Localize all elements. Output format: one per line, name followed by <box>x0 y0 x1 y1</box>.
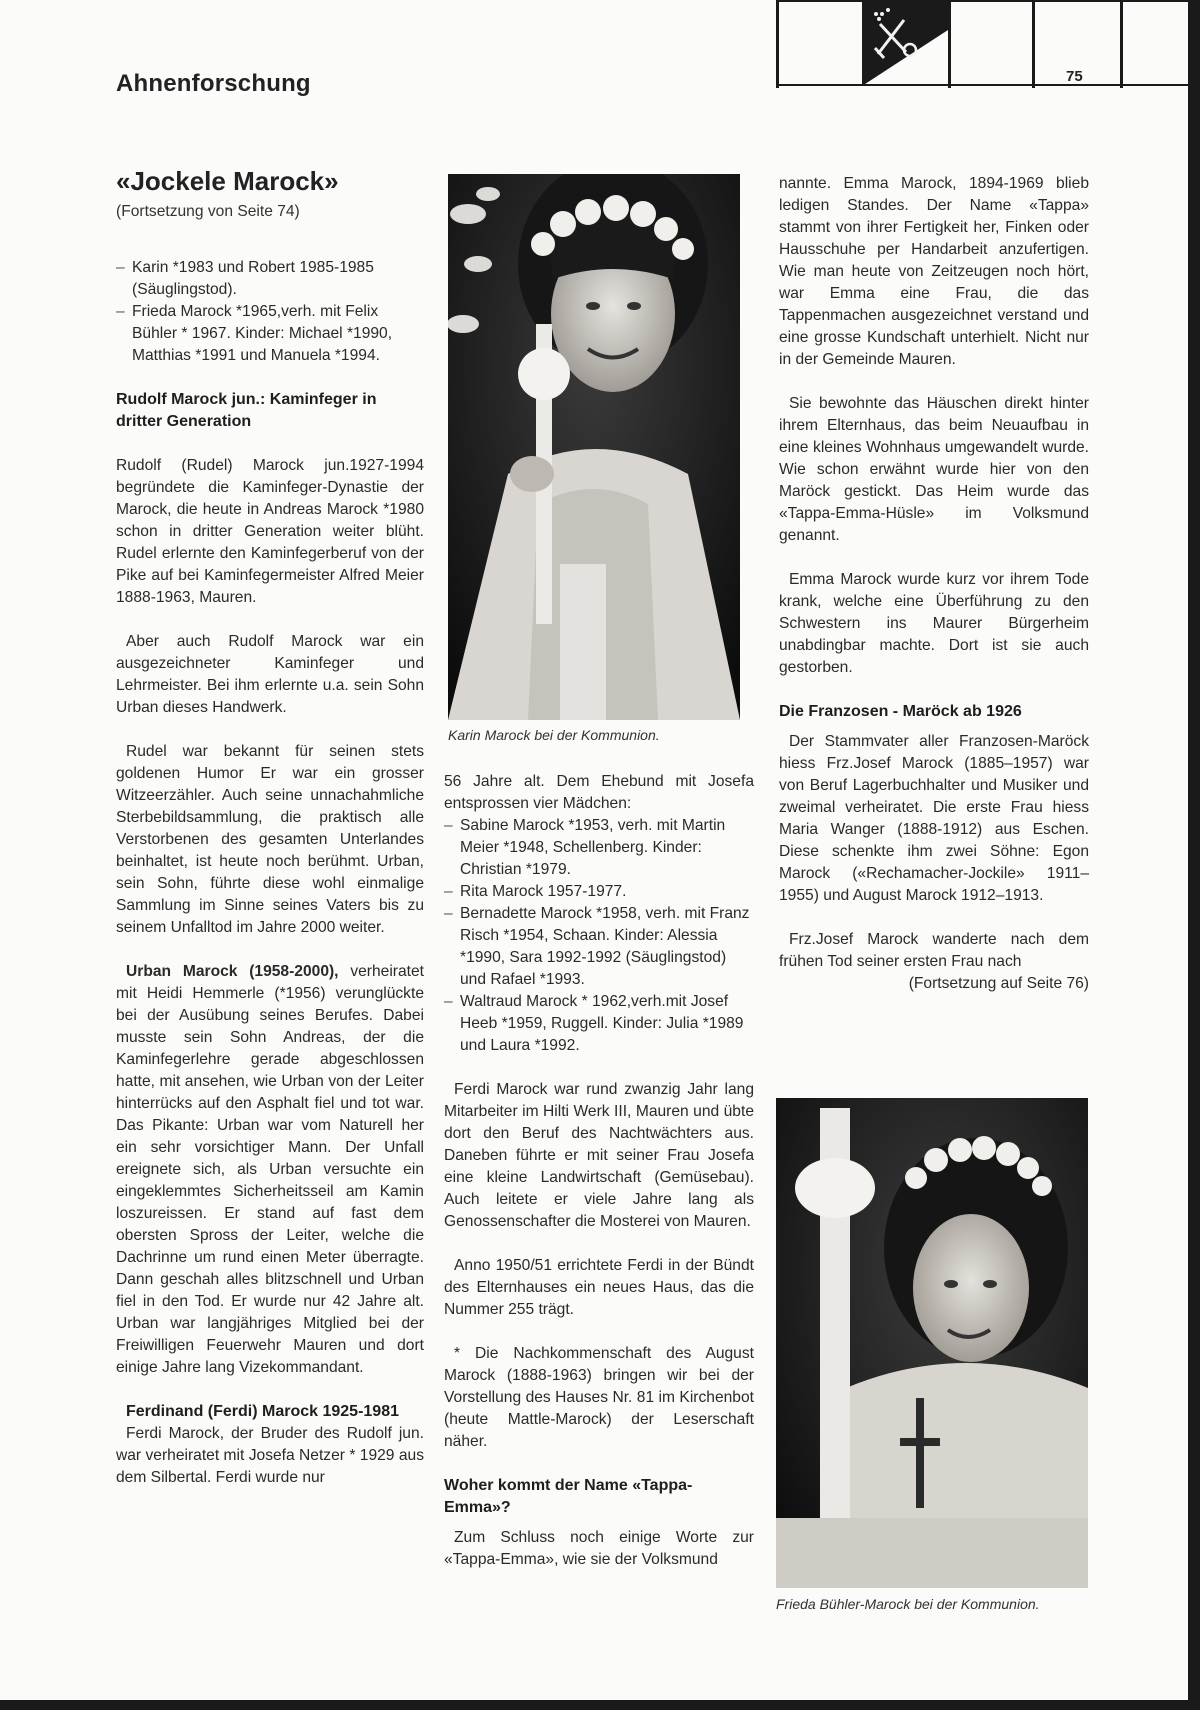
photo-caption-frieda: Frieda Bühler-Marock bei der Kommunion. <box>776 1596 1040 1612</box>
list-item <box>444 881 754 903</box>
photo-frieda-communion <box>776 1098 1088 1588</box>
column-1 <box>116 257 424 1489</box>
list-item <box>116 257 424 301</box>
paragraph: Aber auch Rudolf Marock war ein ausgezeichneter Kaminfeger und Lehrmeister. Bei ihm erlernte u.a. sein Sohn Urban dieses Handwerk. <box>116 633 424 716</box>
scan-edge-bottom <box>0 1700 1200 1710</box>
intro-list <box>116 257 424 367</box>
paragraph: Rudel war bekannt für seinen stets goldenen Humor Er war ein grosser Witzeerzähler. Auch seine unnachahmliche Sterbebildsammlung, die praktisch alle Verstorbenen des gesamten Unterlandes beinhaltet, ist heute noch berühmt. Urban, sein Sohn, führte diese wohl einmalige Sammlung im Sinne seines Vaters bis zu seinem Unfalltod im Jahre 2000 weiter. <box>116 743 424 936</box>
daughters-list <box>444 815 754 1057</box>
scan-edge-right <box>1188 0 1200 1710</box>
tab-divider <box>776 0 779 88</box>
heading-rudolf: Rudolf Marock jun.: Kaminfeger in dritter Generation <box>116 391 377 430</box>
heading-tappa: Woher kommt der Name «Tappa-Emma»? <box>444 1477 693 1516</box>
continuation-note: (Fortsetzung auf Seite 76) <box>908 975 1089 992</box>
column-3 <box>779 173 1089 995</box>
paragraph: Zum Schluss noch einige Worte zur «Tappa-Emma», wie sie der Volksmund <box>444 1529 754 1568</box>
paragraph: Emma Marock wurde kurz vor ihrem Tode krank, welche eine Überführung zu den Schwestern ins Maurer Bürgerheim unabdingbar machte. Dort ist sie auch gestorben. <box>779 571 1089 676</box>
paragraph: nannte. Emma Marock, 1894-1969 blieb ledigen Standes. Der Name «Tappa» stammt von ihrer Fertigkeit her, Finken oder Hausschuhe per Handarbeit anzufertigen. Wie man heute von Zeitzeugen noch hört, war Emma eine Frau, die das Tappenmachen ausgezeichnet verstand und eine grosse Kundschaft unterhielt. Nicht nur in der Gemeinde Mauren. <box>779 175 1089 368</box>
section-title: Ahnenforschung <box>116 70 311 97</box>
paragraph: Rudolf (Rudel) Marock jun.1927-1994 begründete die Kaminfeger-Dynastie der Marock, die heute in Andreas Marock *1980 schon in dritter Generation weiter blüht. Rudel erlernte den Kaminfegerberuf von der Pike auf bei Kaminfegermeister Alfred Meier 1888-1963, Mauren. <box>116 457 424 606</box>
paragraph: Der Stammvater aller Franzosen-Maröck hiess Frz.Josef Marock (1885–1957) war von Beruf Lagerbuchhalter und Musiker und zweimal verheiratet. Die erste Frau hiess Maria Wanger (1888-1912) aus Eschen. Diese schenkte ihm zwei Söhne: Egon Marock («Rechamacher-Jockile» 1911–1955) und August Marock 1912–1913. <box>779 733 1089 904</box>
article-subtitle: (Fortsetzung von Seite 74) <box>116 203 300 220</box>
paragraph: 56 Jahre alt. Dem Ehebund mit Josefa entsprossen vier Mädchen: <box>444 773 754 812</box>
photo-karin-communion <box>448 174 740 720</box>
page-number: 75 <box>1066 68 1083 85</box>
list-item-text: Waltraud Marock * 1962,verh.mit Josef Heeb *1959, Ruggell. Kinder: Julia *1989 und Laura *1992. <box>460 993 744 1054</box>
paragraph: Sie bewohnte das Häuschen direkt hinter ihrem Elternhaus, das beim Neuaufbau in eine kleines Wohnhaus umgewandelt wurde. Wie schon erwähnt wurde hier von den Maröck gestickt. Das Heim wurde das «Tappa-Emma-Hüsle» im Volksmund genannt. <box>779 395 1089 544</box>
crossed-tools-emblem-icon <box>862 2 948 86</box>
list-item-text: Frieda Marock *1965,verh. mit Felix Bühler * 1967. Kinder: Michael *1990, Matthias *1991 und Manuela *1994. <box>132 303 393 364</box>
heading-franzosen: Die Franzosen - Maröck ab 1926 <box>779 703 1022 720</box>
list-item-text: Bernadette Marock *1958, verh. mit Franz Risch *1954, Schaan. Kinder: Alessia *1990, Sara 1992-1992 (Säuglingstod) und Rafael *1993. <box>460 905 750 988</box>
tab-divider <box>1120 0 1123 88</box>
urban-name: Urban Marock (1958-2000), <box>126 963 339 980</box>
paragraph: Frz.Josef Marock wanderte nach dem frühen Tod seiner ersten Frau nach <box>779 931 1089 970</box>
urban-text: verheiratet mit Heidi Hemmerle (*1956) verunglückte bei der Ausübung seines Berufes. Dabei musste sein Sohn Andreas, der die Kaminfegerlehre gerade abgeschlossen hatte, mit ansehen, wie Urban von der Leiter hinterrücks auf den Asphalt fiel und tot war. Das Pikante: Urban war vom Naturell her ein sehr vorsichtiger Mann. Der Unfall ereignete sich, als Urban versuchte ein eingeklemmtes Sicherheitsseil am Kamin loszureissen. Er stand auf fast dem obersten Spross der Leiter, welche die Dachrinne um rund einen Meter überragte. Dann geschah alles blitzschnell und Urban fiel in den Tod. Er wurde nur 42 Jahre alt. Urban war langjähriges Mitglied bei der Freiwilligen Feuerwehr Mauren und dort einige Jahre lang Vizekommandant. <box>116 963 424 1376</box>
list-item <box>444 991 754 1057</box>
heading-ferdi: Ferdinand (Ferdi) Marock 1925-1981 <box>126 1403 399 1420</box>
paragraph: Anno 1950/51 errichtete Ferdi in der Bündt des Elternhauses ein neues Haus, das die Nummer 255 trägt. <box>444 1257 754 1318</box>
paragraph: Ferdi Marock, der Bruder des Rudolf jun. war verheiratet mit Josefa Netzer * 1929 aus dem Silbertal. Ferdi wurde nur <box>116 1425 424 1486</box>
paragraph: Ferdi Marock war rund zwanzig Jahr lang Mitarbeiter im Hilti Werk III, Mauren und übte dort den Beruf des Nachtwächters aus. Daneben führte er mit seiner Frau Josefa eine kleine Landwirtschaft (Gemüsebau). Auch leitete er viele Jahre lang als Genossenschafter die Mosterei von Mauren. <box>444 1081 754 1230</box>
tab-divider <box>948 0 951 88</box>
column-2 <box>444 771 754 1571</box>
list-item <box>116 301 424 367</box>
paragraph-urban <box>116 961 424 1379</box>
tab-divider <box>1032 0 1035 88</box>
list-item <box>444 903 754 991</box>
list-item <box>444 815 754 881</box>
photo-caption-karin: Karin Marock bei der Kommunion. <box>448 727 660 743</box>
list-item-text: Sabine Marock *1953, verh. mit Martin Meier *1948, Schellenberg. Kinder: Christian *1979. <box>460 817 726 878</box>
page-tabs <box>776 0 1188 88</box>
tabs-bottom-rule <box>776 84 1188 86</box>
paragraph-note: * Die Nachkommenschaft des August Marock (1888-1963) bringen wir bei der Vorstellung des Hauses Nr. 81 im Kirchenbot (heute Mattle-Marock) der Leserschaft näher. <box>444 1345 754 1450</box>
article-title: «Jockele Marock» <box>116 166 339 196</box>
tabs-top-rule <box>776 0 1188 2</box>
list-item-text: Karin *1983 und Robert 1985-1985 (Säuglingstod). <box>132 259 374 298</box>
list-item-text: Rita Marock 1957-1977. <box>460 883 627 900</box>
